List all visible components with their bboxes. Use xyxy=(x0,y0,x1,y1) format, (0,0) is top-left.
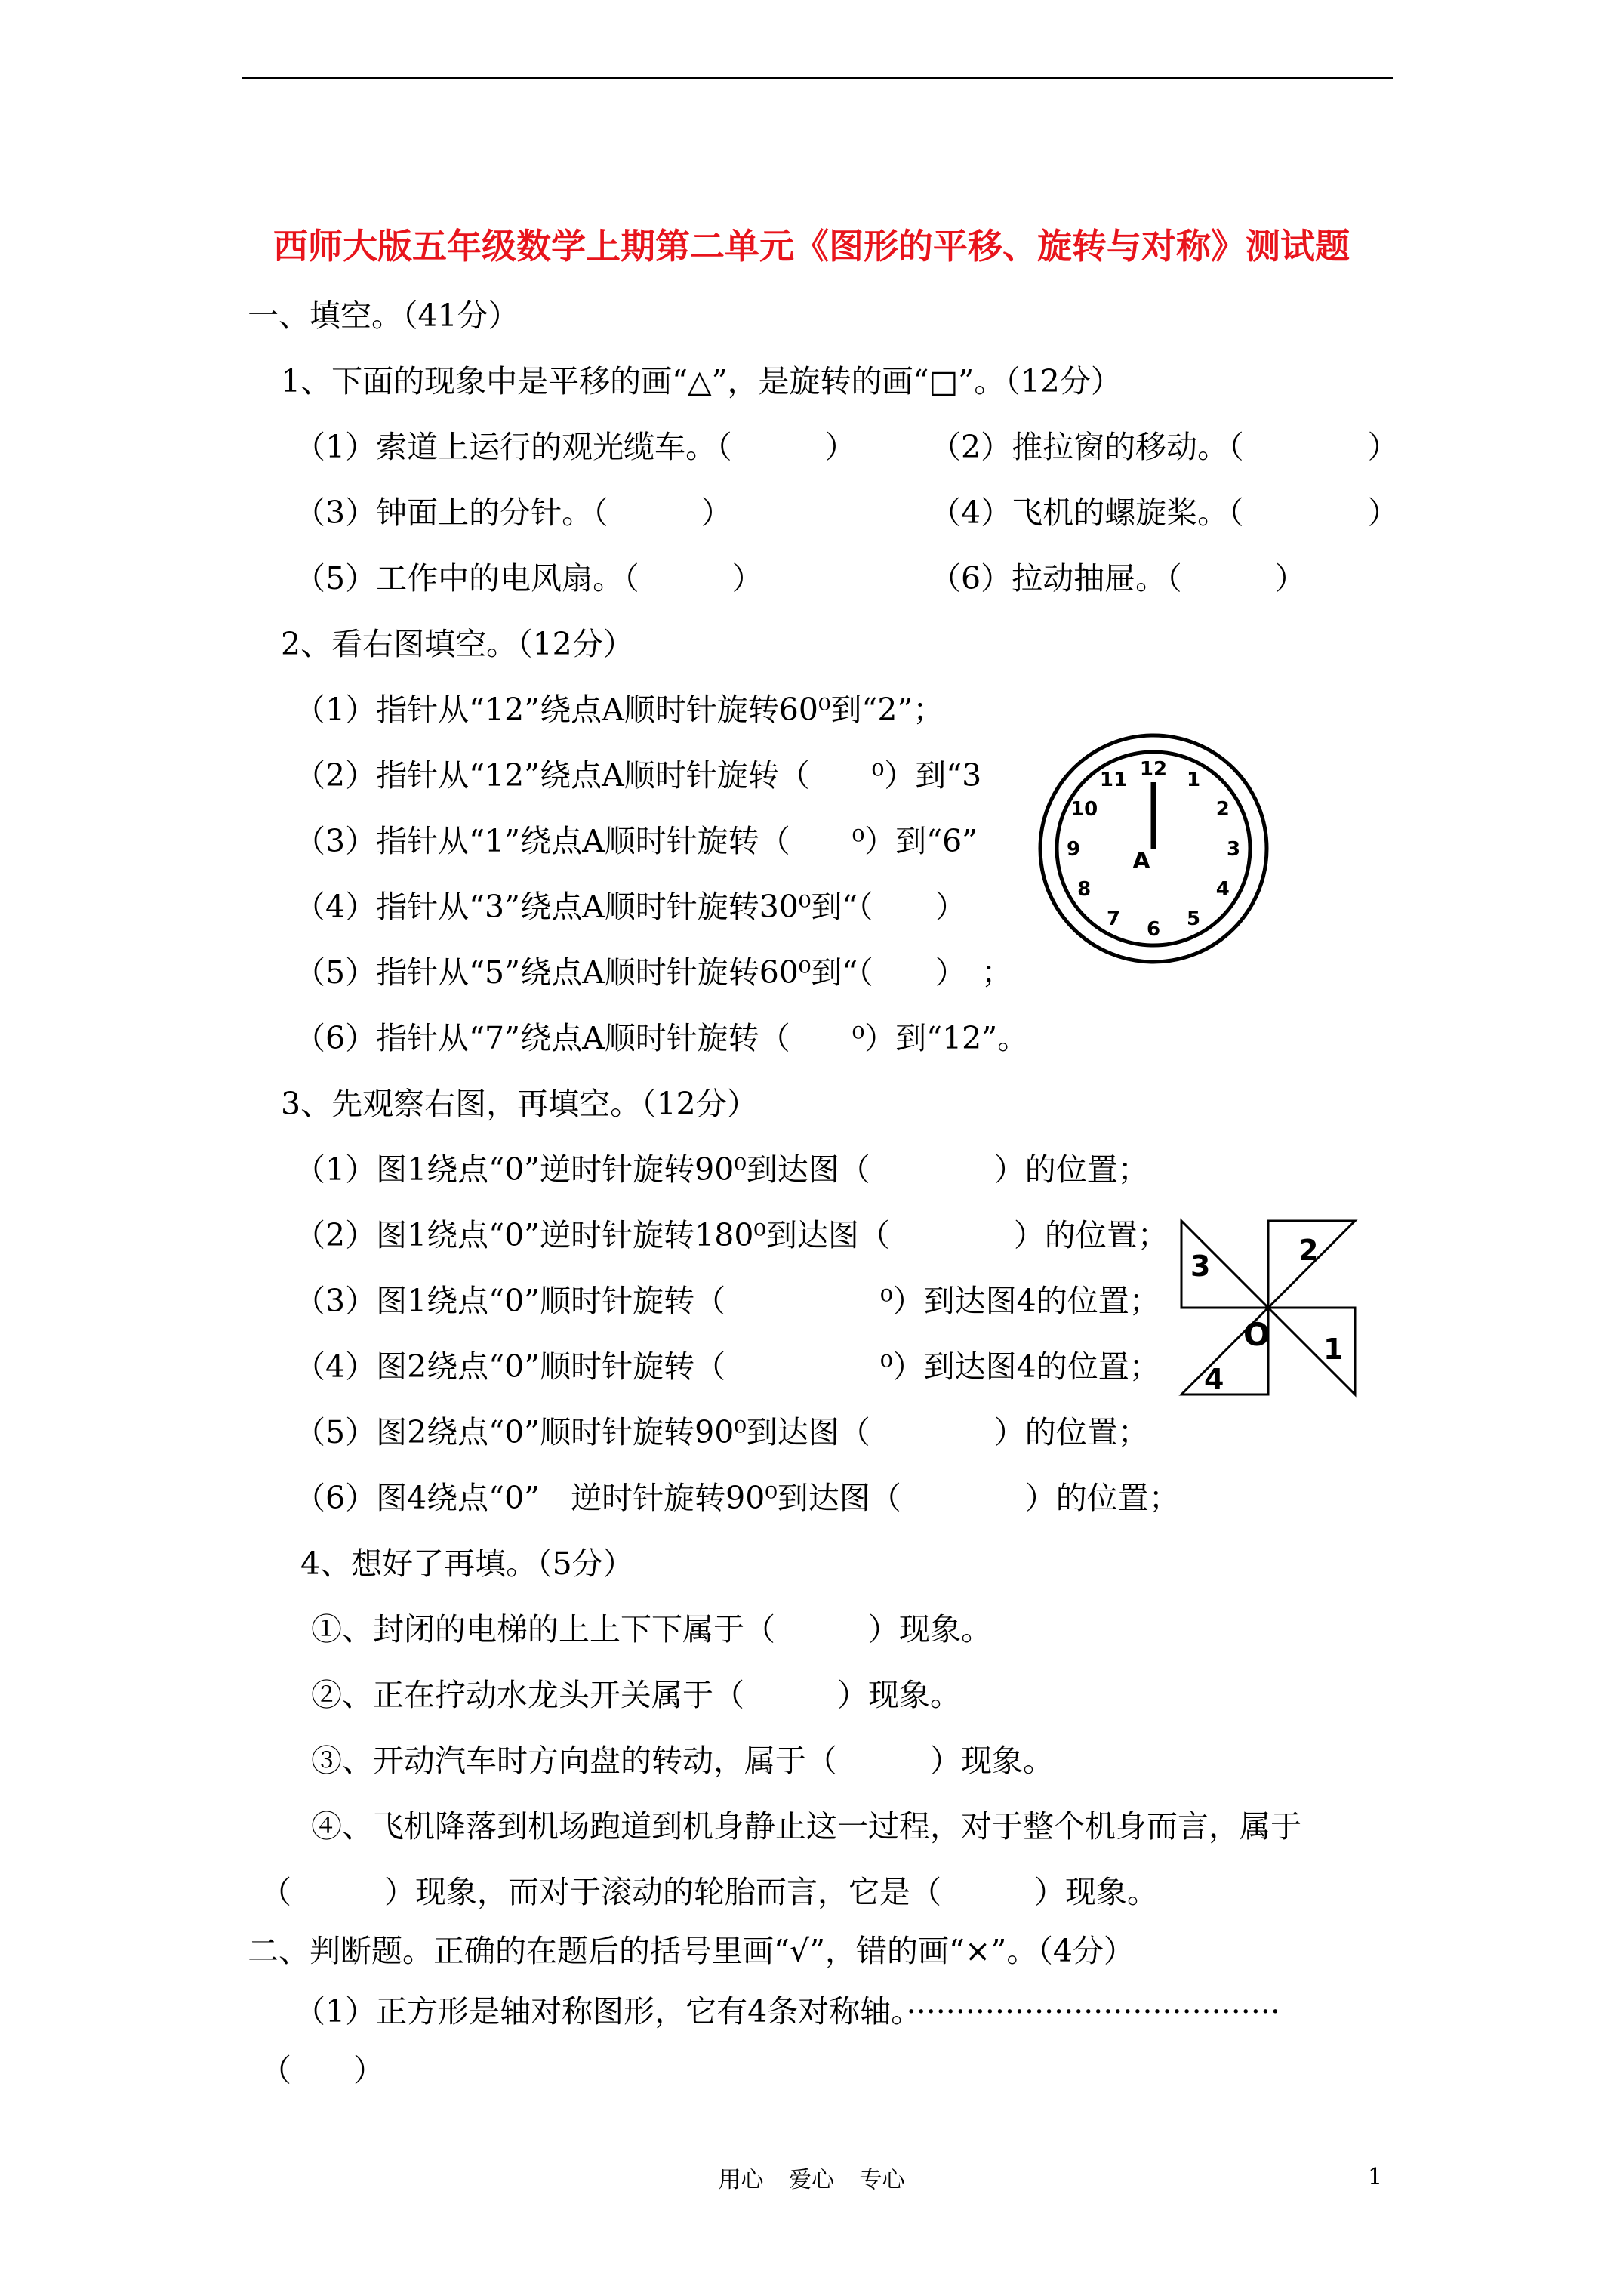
q1-item-6: （6）拉动抽屉。（ ） xyxy=(930,560,1306,596)
q3-item-4: （4）图2绕点“0”顺时针旋转（ ⁰）到达图4的位置； xyxy=(294,1348,1160,1385)
clock-number-1: 1 xyxy=(1186,769,1201,792)
header-rule xyxy=(242,77,1393,79)
q2-item-6: （6）指针从“7”绕点A顺时针旋转（ ⁰）到“12”。 xyxy=(294,1020,1029,1056)
q4-item-1: ①、封闭的电梯的上上下下属于（ ）现象。 xyxy=(311,1611,992,1647)
footer-motto: 用心 爱心 专心 xyxy=(718,2167,905,2193)
question-4-stem: 4、想好了再填。（5分） xyxy=(300,1546,634,1582)
question-2-stem: 2、看右图填空。（12分） xyxy=(281,626,634,662)
clock-number-7: 7 xyxy=(1106,907,1121,930)
q4-item-4-continuation: （ ）现象，而对于滚动的轮胎而言，它是（ ）现象。 xyxy=(260,1874,1158,1910)
q2-item-1: （1）指针从“12”绕点A顺时针旋转60⁰到“2”； xyxy=(294,692,944,728)
q1-item-2: （2）推拉窗的移动。（ ） xyxy=(930,429,1399,465)
clock-number-10: 10 xyxy=(1070,798,1098,821)
clock-number-4: 4 xyxy=(1215,878,1230,901)
s2-item-1: （1）正方形是轴对称图形，它有4条对称轴。······································ xyxy=(294,1993,1280,2029)
clock-center-label: A xyxy=(1132,848,1150,874)
clock-number-11: 11 xyxy=(1099,769,1128,792)
q3-item-6: （6）图4绕点“0” 逆时针旋转90⁰到达图（ ）的位置； xyxy=(294,1480,1180,1516)
question-3-stem: 3、先观察右图，再填空。（12分） xyxy=(281,1086,758,1122)
section-1-heading: 一、填空。（41分） xyxy=(248,297,519,334)
clock-number-9: 9 xyxy=(1066,838,1081,861)
clock-number-3: 3 xyxy=(1226,838,1241,861)
clock-number-2: 2 xyxy=(1215,798,1230,821)
clock-figure xyxy=(1036,731,1271,966)
q1-item-5: （5）工作中的电风扇。（ ） xyxy=(294,560,763,596)
pinwheel-label-4: 4 xyxy=(1204,1363,1224,1396)
q1-item-1: （1）索道上运行的观光缆车。（ ） xyxy=(294,429,856,465)
clock-number-8: 8 xyxy=(1077,878,1092,901)
q3-item-5: （5）图2绕点“0”顺时针旋转90⁰到达图（ ）的位置； xyxy=(294,1414,1149,1450)
page-number: 1 xyxy=(1368,2164,1383,2190)
q2-item-2: （2）指针从“12”绕点A顺时针旋转（ ⁰）到“3 xyxy=(294,757,982,794)
q3-item-3: （3）图1绕点“0”顺时针旋转（ ⁰）到达图4的位置； xyxy=(294,1283,1160,1319)
pinwheel-figure xyxy=(1174,1217,1363,1406)
q1-item-3: （3）钟面上的分针。（ ） xyxy=(294,495,732,531)
pinwheel-label-2: 2 xyxy=(1298,1234,1319,1267)
s2-item-1-blank: （ ） xyxy=(260,2052,384,2088)
page-title: 西师大版五年级数学上期第二单元《图形的平移、旋转与对称》测试题 xyxy=(273,226,1350,267)
q2-item-4: （4）指针从“3”绕点A顺时针旋转30⁰到“（ ） xyxy=(294,889,966,925)
q4-item-2: ②、正在拧动水龙头开关属于（ ）现象。 xyxy=(311,1677,961,1713)
pinwheel-label-1: 1 xyxy=(1323,1333,1344,1366)
q3-item-2: （2）图1绕点“0”逆时针旋转180⁰到达图（ ）的位置； xyxy=(294,1217,1169,1253)
pinwheel-center-label: O xyxy=(1243,1316,1270,1353)
q4-item-4: ④、飞机降落到机场跑道到机身静止这一过程，对于整个机身而言，属于 xyxy=(311,1808,1301,1845)
q3-item-1: （1）图1绕点“0”逆时针旋转90⁰到达图（ ）的位置； xyxy=(294,1151,1149,1188)
clock-number-12: 12 xyxy=(1139,758,1168,781)
clock-number-6: 6 xyxy=(1146,918,1161,941)
clock-number-5: 5 xyxy=(1186,907,1201,930)
question-1-stem: 1、下面的现象中是平移的画“△”，是旋转的画“□”。（12分） xyxy=(281,363,1122,399)
pinwheel-label-3: 3 xyxy=(1190,1250,1211,1283)
q2-item-5: （5）指针从“5”绕点A顺时针旋转60⁰到“（ ） ； xyxy=(294,954,1013,991)
q2-item-3: （3）指针从“1”绕点A顺时针旋转（ ⁰）到“6” xyxy=(294,823,978,859)
q1-item-4: （4）飞机的螺旋桨。（ ） xyxy=(930,495,1399,531)
section-2-heading: 二、判断题。正确的在题后的括号里画“√”，错的画“×”。（4分） xyxy=(248,1933,1135,1969)
q4-item-3: ③、开动汽车时方向盘的转动，属于（ ）现象。 xyxy=(311,1743,1054,1779)
